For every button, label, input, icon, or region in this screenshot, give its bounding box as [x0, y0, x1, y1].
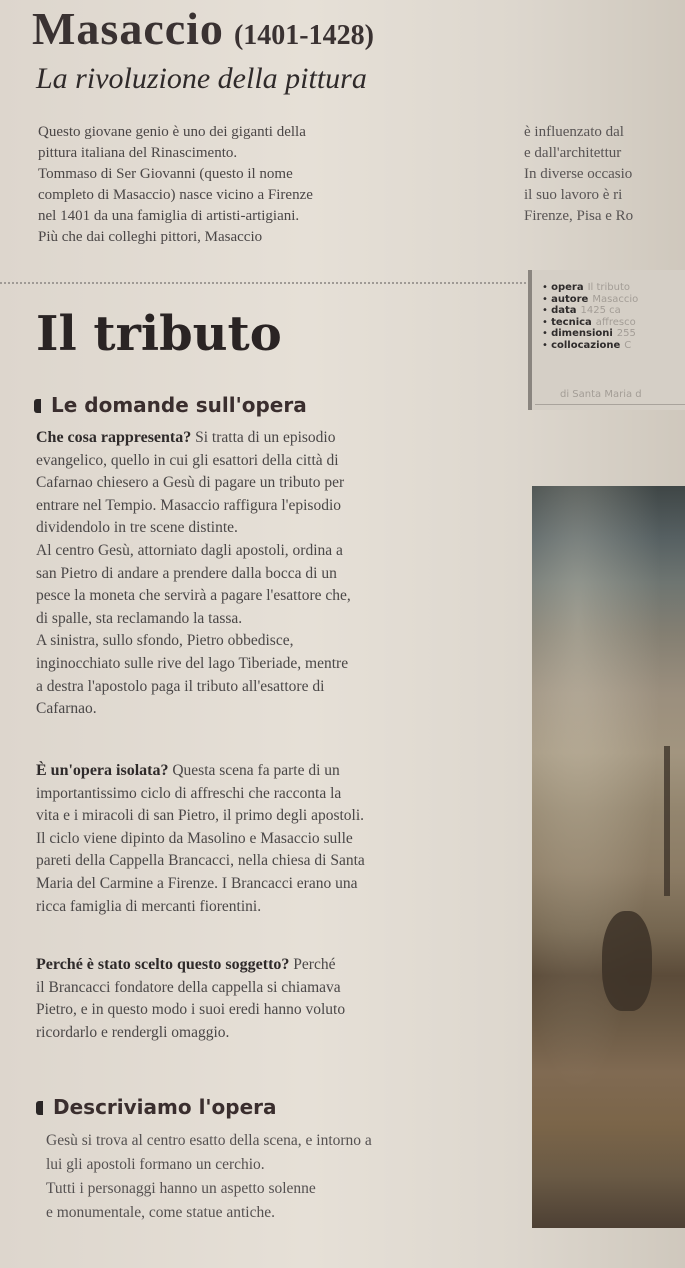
info-item-data: • data 1425 ca [542, 305, 621, 316]
heading-text: Descriviamo l'opera [53, 1095, 277, 1119]
section-title: Il tributo [36, 306, 282, 362]
body-line: importantissimo ciclo di affreschi che racconta la [36, 784, 342, 802]
info-box-accent-bar [528, 270, 532, 410]
question-lead: Perché è stato scelto questo soggetto? [36, 956, 290, 973]
body-line: Cafarnao. [36, 700, 97, 718]
body-line: a destra l'apostolo paga il tributo all'esattore di [36, 677, 325, 695]
info-key: dimensioni [551, 328, 613, 339]
body-line: Cafarnao chiesero a Gesù di pagare un tributo per [36, 474, 345, 492]
heading-bullet-icon [36, 1101, 43, 1115]
body-text: Questa scena fa parte di un [168, 762, 340, 779]
body-line: pareti della Cappella Brancacci, nella chiesa di Santa [36, 852, 365, 870]
info-item-opera: • opera Il tributo [542, 282, 631, 293]
body-line: entrare nel Tempio. Masaccio raffigura l'episodio [36, 496, 341, 514]
body-line [36, 954, 345, 977]
intro-line: completo di Masaccio) nasce vicino a Firenze [38, 187, 313, 203]
info-key: opera [551, 282, 584, 293]
body-line: il Brancacci fondatore della cappella si chiamava [36, 978, 341, 996]
dotted-divider [0, 282, 530, 284]
intro-line: In diverse occasio [524, 166, 633, 182]
body-line [36, 760, 365, 783]
body-line: vita e i miracoli di san Pietro, il primo degli apostoli. [36, 807, 365, 825]
heading-descriviamo [36, 1095, 277, 1119]
info-value: 255 [616, 328, 636, 339]
info-item-dimensioni: • dimensioni 255 [542, 328, 636, 339]
info-key: autore [551, 293, 589, 305]
info-item-autore: • autore Masaccio [542, 293, 639, 305]
info-value: Il tributo [587, 282, 631, 293]
body-line: Maria del Carmine a Firenze. I Brancacci erano una [36, 874, 358, 892]
title-years: (1401-1428) [233, 20, 374, 51]
intro-right-column [524, 122, 685, 227]
intro-line: nel 1401 da una famiglia di artisti-artigiani. [38, 208, 300, 224]
body-line: san Pietro di andare a prendere dalla bocca di un [36, 564, 337, 582]
info-key: collocazione [551, 339, 621, 351]
info-value: Masaccio [592, 293, 639, 305]
intro-line: il suo lavoro è ri [524, 187, 623, 203]
body-line [36, 427, 351, 450]
question-lead: È un'opera isolata? [36, 762, 169, 779]
intro-left-column [38, 122, 313, 248]
body-text: Si tratta di un episodio [191, 429, 336, 446]
body-line: pesce la moneta che servirà a pagare l'esattore che, [36, 587, 351, 605]
body-line: inginocchiato sulle rive del lago Tiberiade, mentre [36, 654, 349, 672]
heading-text: Le domande sull'opera [51, 393, 307, 417]
body-line: Il ciclo viene dipinto da Masolino e Masaccio sulle [36, 829, 353, 847]
body-line: ricca famiglia di mercanti fiorentini. [36, 897, 262, 915]
body-line: A sinistra, sullo sfondo, Pietro obbedisce, [36, 632, 294, 650]
info-key: data [551, 305, 577, 316]
info-collocazione-continued: di Santa Maria d [560, 389, 642, 400]
paragraph-descrizione [46, 1129, 372, 1225]
intro-line: Più che dai colleghi pittori, Masaccio [38, 229, 263, 245]
body-line: evangelico, quello in cui gli esattori della città di [36, 451, 339, 469]
info-item-collocazione: • collocazione C [542, 339, 632, 351]
intro-line: e dall'architettur [524, 145, 622, 161]
body-line: lui gli apostoli formano un cerchio. [46, 1156, 265, 1173]
info-value: affresco [595, 316, 636, 328]
page-subtitle: La rivoluzione della pittura [36, 62, 367, 95]
page-title [32, 2, 374, 55]
info-value: C [624, 339, 632, 351]
body-line: Tutti i personaggi hanno un aspetto solenne [46, 1180, 316, 1197]
intro-line: Tommaso di Ser Giovanni (questo il nome [38, 166, 293, 182]
paragraph-cosa-rappresenta [36, 427, 351, 721]
paragraph-perche-soggetto [36, 954, 345, 1044]
body-line: dividendolo in tre scene distinte. [36, 519, 238, 537]
intro-line: Firenze, Pisa e Ro [524, 208, 634, 224]
question-lead: Che cosa rappresenta? [36, 429, 192, 446]
paragraph-opera-isolata [36, 760, 365, 918]
body-line: Al centro Gesù, attorniato dagli apostoli, ordina a [36, 541, 343, 559]
heading-le-domande [34, 393, 307, 417]
painting-kneeling-figure [602, 911, 652, 1011]
intro-line: Questo giovane genio è uno dei giganti della [38, 124, 306, 140]
info-key: tecnica [551, 316, 592, 328]
info-item-tecnica: • tecnica affresco [542, 316, 636, 328]
body-line: di spalle, sta reclamando la tassa. [36, 609, 243, 627]
painting-tree-trunk [664, 746, 670, 896]
painting-light [532, 486, 685, 1228]
intro-line: è influenzato dal [524, 124, 624, 140]
info-box-divider [535, 404, 685, 405]
body-line: Gesù si trova al centro esatto della scena, e intorno a [46, 1132, 372, 1149]
title-name: Masaccio [32, 3, 224, 54]
info-value: 1425 ca [580, 305, 621, 316]
artwork-info-list [542, 282, 638, 351]
intro-line: pittura italiana del Rinascimento. [38, 145, 238, 161]
body-line: ricordarlo e rendergli omaggio. [36, 1023, 230, 1041]
body-line: e monumentale, come statue antiche. [46, 1204, 275, 1221]
body-line: Pietro, e in questo modo i suoi eredi hanno voluto [36, 1001, 346, 1019]
heading-bullet-icon [34, 399, 41, 413]
painting-detail-image [532, 486, 685, 1228]
body-text: Perché [289, 956, 336, 973]
